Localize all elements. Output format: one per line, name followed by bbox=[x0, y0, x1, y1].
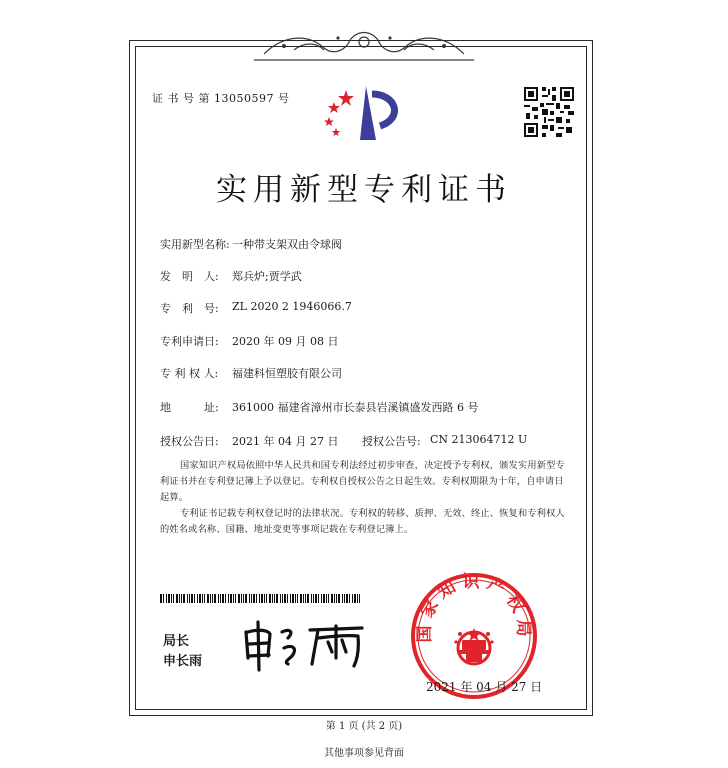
certificate-number: 证 书 号 第 13050597 号 bbox=[152, 92, 290, 105]
director-name: 申长雨 bbox=[163, 654, 203, 669]
field-filing-date-label: 专利申请日: bbox=[160, 335, 219, 348]
field-inventor-label: 发 明 人: bbox=[160, 270, 219, 283]
barcode-icon bbox=[160, 594, 360, 603]
qr-code-icon bbox=[524, 87, 574, 137]
grant-date-value: 2021 年 04 月 27 日 bbox=[232, 435, 339, 448]
seal-date: 2021 年 04 月 27 日 bbox=[426, 680, 543, 694]
field-filing-date-value: 2020 年 09 月 08 日 bbox=[232, 335, 339, 348]
grant-date-label: 授权公告日: bbox=[160, 435, 219, 448]
patent-office-logo-icon bbox=[322, 84, 406, 144]
field-address-label: 地 址: bbox=[160, 401, 219, 414]
field-invention-name-label: 实用新型名称: bbox=[160, 238, 230, 251]
certificate-title: 实用新型专利证书 bbox=[216, 172, 512, 208]
field-patent-number-label: 专 利 号: bbox=[160, 302, 219, 315]
grant-number-label: 授权公告号: bbox=[362, 435, 421, 448]
field-patent-number-value: ZL 2020 2 1946066.7 bbox=[232, 300, 352, 313]
field-patentee-label: 专 利 权 人: bbox=[160, 367, 219, 380]
field-address-value: 361000 福建省漳州市长泰县岩溪镇盛发西路 6 号 bbox=[232, 401, 479, 414]
legal-paragraph-2: 专利证书记载专利权登记时的法律状况。专利权的转移、质押、无效、终止、恢复和专利权人的姓名或名称、国籍、地址变更等事项记载在专利登记簿上。 bbox=[160, 508, 565, 535]
seal-text: 国家知识产权局 bbox=[414, 572, 534, 643]
back-note: 其他事项参见背面 bbox=[324, 748, 404, 759]
director-role: 局长 bbox=[163, 634, 190, 649]
field-inventor-value: 郑兵炉;贾学武 bbox=[232, 270, 302, 283]
page-indicator: 第 1 页 (共 2 页) bbox=[325, 721, 403, 732]
grant-number-value: CN 213064712 U bbox=[430, 433, 528, 446]
field-patentee-value: 福建科恒塑胶有限公司 bbox=[232, 367, 342, 380]
legal-paragraph-1: 国家知识产权局依照中华人民共和国专利法经过初步审查，决定授予专利权，颁发实用新型专利证书并在专利登记簿上予以登记。专利权自授权公告之日起生效。专利权期限为十年，自申请日起算。 bbox=[160, 460, 565, 503]
handwritten-signature bbox=[238, 618, 368, 672]
field-invention-name-value: 一种带支架双由令球阀 bbox=[232, 238, 342, 251]
